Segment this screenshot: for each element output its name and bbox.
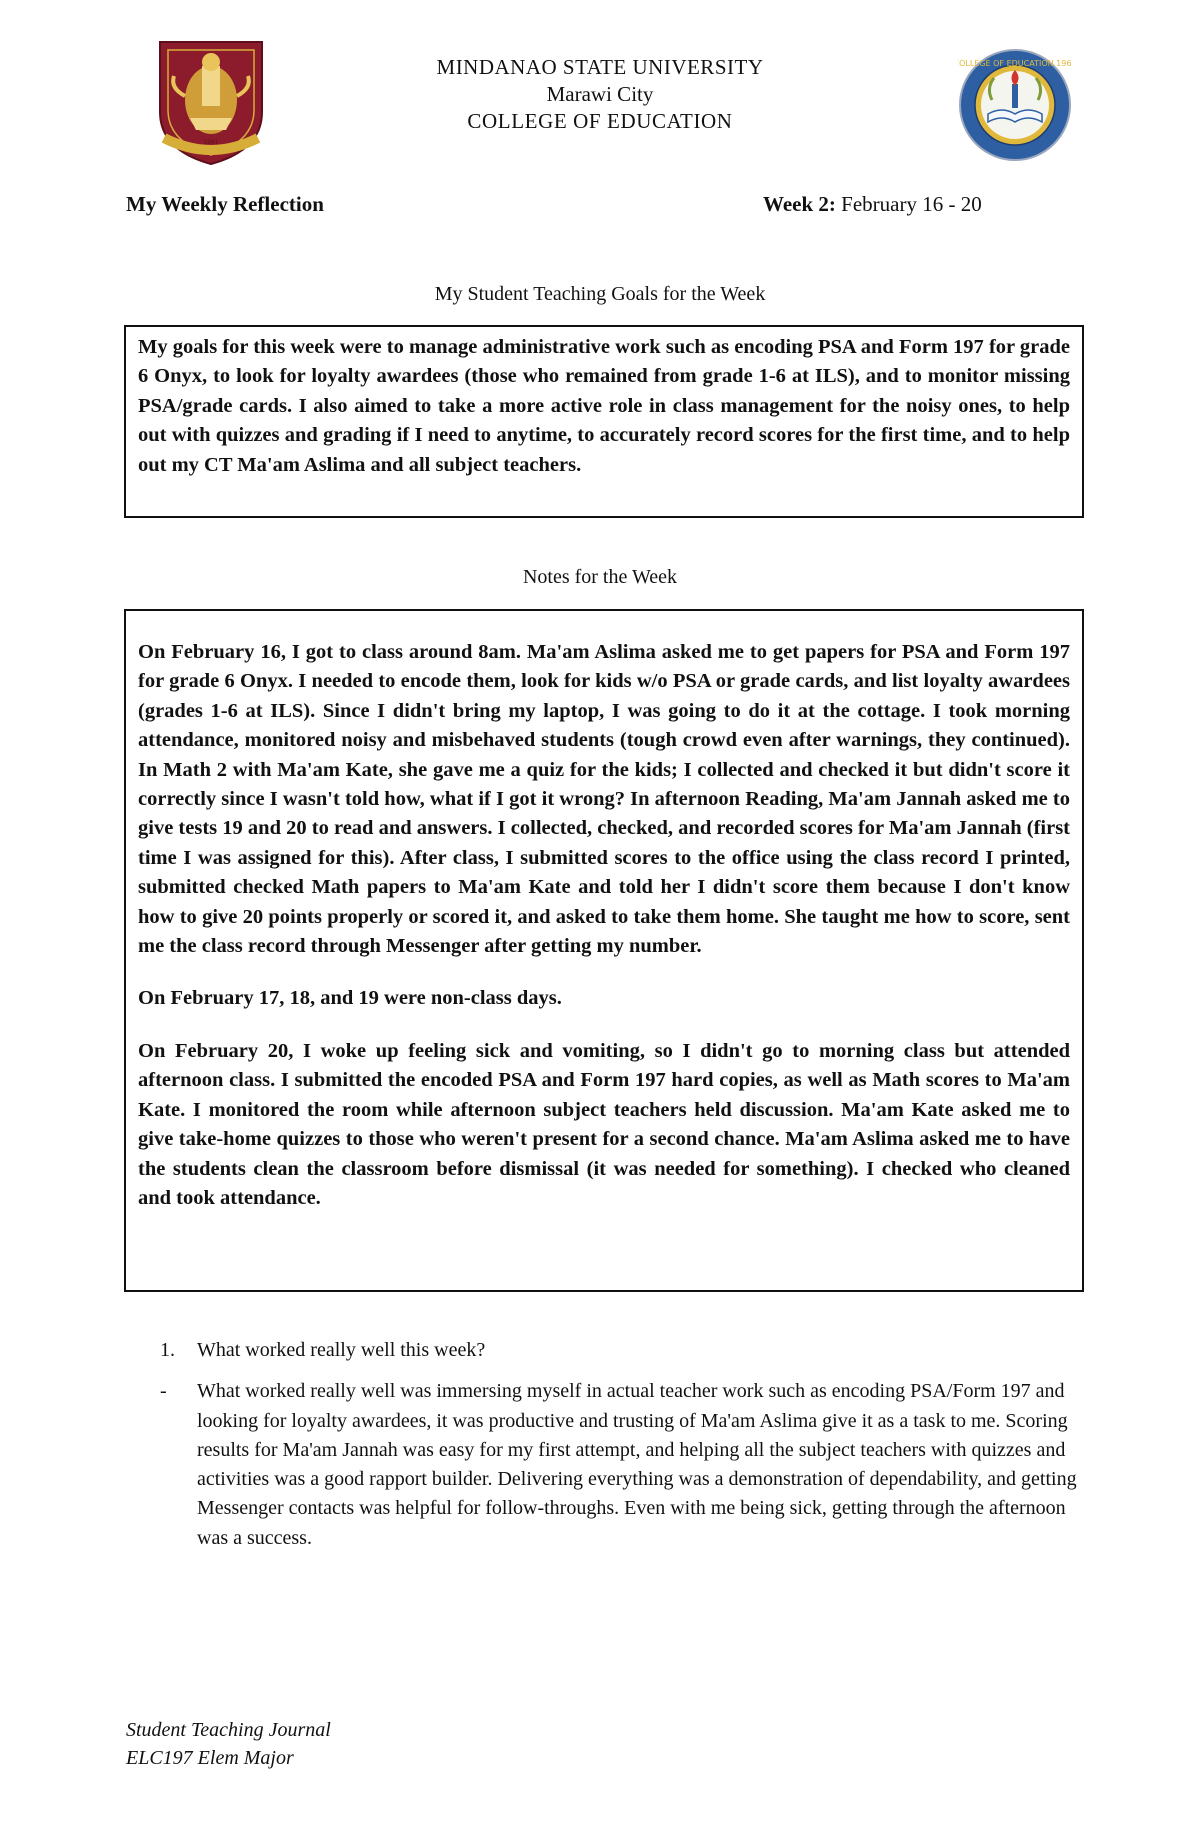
notes-paragraph: On February 17, 18, and 19 were non-class days.: [138, 987, 562, 1010]
answer-text: What worked really well was immersing myself in actual teacher work such as encoding PSA/Form 197 and looking for loyalty awardees, it was productive and trusting of Ma'am Aslima give it as a task to me. Scoring results for Ma'am Jannah was easy for my first attempt, and helping all the subject teachers with quizzes and activities was a good rapport builder. Delivering everything was a demonstration of dependability, and getting Messenger contacts was helpful for follow-throughs. Even with me being sick, getting through the afternoon was a success.: [197, 1380, 1077, 1549]
college-of-education-seal-logo: [958, 48, 1072, 162]
footer-journal-title: Student Teaching Journal: [126, 1719, 331, 1741]
svg-text:COLLEGE OF EDUCATION 1961: COLLEGE OF EDUCATION 1961: [958, 59, 1072, 68]
answer-item: [160, 1377, 1090, 1553]
week-range: [763, 192, 982, 217]
week-label: Week 2:: [763, 192, 836, 216]
msu-seal-logo: [150, 38, 272, 168]
notes-heading: Notes for the Week: [522, 566, 678, 588]
college-name: COLLEGE OF EDUCATION: [467, 109, 733, 133]
university-city: Marawi City: [546, 82, 654, 106]
question-number: 1.: [160, 1339, 175, 1361]
question-item: [160, 1336, 1090, 1365]
goals-text: My goals for this week were to manage administrative work such as encoding PSA and Form 197 for grade 6 Onyx, to look for loyalty awardees (those who remained from grade 1-6 at ILS), and to monitor missing PSA/grade cards. I also aimed to take a more active role in class management for the noisy ones, to help out with quizzes and grading if I need to anytime, to accurately record scores for the first time, and to help out my CT Ma'am Aslima and all subject teachers.: [138, 336, 1070, 476]
goals-heading: My Student Teaching Goals for the Week: [434, 283, 766, 305]
page-title: My Weekly Reflection: [126, 192, 324, 216]
document-header: [300, 54, 900, 135]
question-text: What worked really well this week?: [197, 1339, 486, 1361]
svg-text:1961: 1961: [203, 139, 219, 146]
notes-paragraph: On February 20, I woke up feeling sick and vomiting, so I didn't go to morning class but attended afternoon class. I submitted the encoded PSA and Form 197 hard copies, as well as Math scores to Ma'am Kate. I monitored the room while afternoon subject teachers held discussion. Ma'am Kate asked me to give take-home quizzes to those who weren't present for a second chance. Ma'am Aslima asked me to have the students clean the classroom before dismissal (it was needed for something). I checked who cleaned and took attendance.: [138, 1039, 1070, 1209]
reflection-questions: [160, 1336, 1090, 1553]
notes-box: [124, 609, 1084, 1292]
week-dates: February 16 - 20: [841, 192, 982, 216]
goals-box: [124, 325, 1084, 518]
notes-paragraph: On February 16, I got to class around 8am. Ma'am Aslima asked me to get papers for PSA and Form 197 for grade 6 Onyx. I needed to encode them, look for kids w/o PSA or grade cards, and list loyalty awardees (grades 1-6 at ILS). Since I didn't bring my laptop, I was going to do it at the cottage. I took morning attendance, monitored noisy and misbehaved students (tough crowd even after warnings, they continued). In Math 2 with Ma'am Kate, she gave me a quiz for the kids; I collected and checked it but didn't score it correctly since I wasn't told how, what if I got it wrong? In afternoon Reading, Ma'am Jannah asked me to give tests 19 and 20 to read and answers. I collected, checked, and recorded scores for Ma'am Jannah (first time I was assigned for this). After class, I submitted scores to the office using the class record I printed, submitted checked Math papers to Ma'am Kate and told her I didn't score them because I don't know how to give 20 points properly or scored it, and asked to take them home. She taught me how to score, sent me the class record through Messenger after getting my number.: [138, 641, 1070, 958]
footer-course: ELC197 Elem Major: [126, 1747, 294, 1769]
page-footer: [126, 1716, 331, 1772]
answer-bullet: -: [160, 1380, 167, 1403]
university-name: MINDANAO STATE UNIVERSITY: [436, 55, 764, 79]
